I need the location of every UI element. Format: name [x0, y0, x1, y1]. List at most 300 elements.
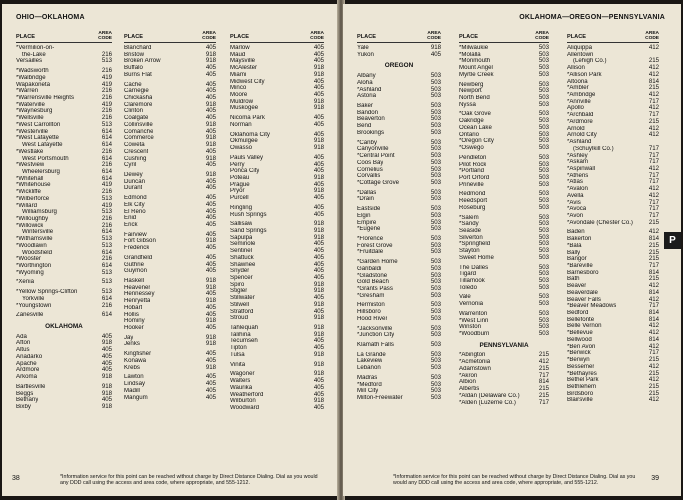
place-name: Bristow — [124, 51, 144, 58]
listing-row — [230, 282, 324, 289]
area-code: 918 — [205, 237, 216, 245]
area-code: 717 — [648, 178, 659, 186]
place-name: Heavener — [124, 284, 151, 291]
place-name: Ringling — [230, 204, 253, 211]
place-name: *West Carrollton — [16, 121, 61, 128]
area-code: 717 — [648, 349, 659, 357]
listing-row — [124, 102, 216, 109]
listing-row — [567, 344, 659, 351]
area-code: 614 — [101, 294, 112, 302]
area-code: 405 — [101, 359, 112, 367]
place-name: Mangum — [124, 394, 148, 401]
place-name: Astoria — [357, 93, 376, 100]
listing-row — [567, 126, 659, 133]
listing-row — [230, 362, 324, 369]
place-name: Sweet Home — [459, 254, 494, 261]
place-name: *Florence — [357, 235, 384, 242]
listing-row — [459, 132, 549, 139]
place-name: Prague — [230, 181, 250, 188]
area-code: 918 — [313, 280, 324, 288]
listing-row — [459, 118, 549, 125]
place-name: Bend — [357, 123, 372, 130]
place-name: Klamath Falls — [357, 342, 394, 349]
place-name: Poteau — [230, 174, 250, 181]
area-code: 405 — [313, 377, 324, 385]
place-name: Aliquippa — [567, 45, 593, 51]
area-code: 405 — [313, 57, 324, 65]
place-name: Wintersville — [22, 229, 54, 236]
place-name: Clinton — [124, 108, 143, 115]
area-code: 215 — [648, 218, 659, 226]
place-name: Waurika — [230, 384, 253, 391]
column-header — [357, 28, 441, 43]
area-code: 216 — [101, 214, 112, 222]
area-code: 503 — [538, 300, 549, 308]
listing-row — [124, 45, 216, 52]
listing-row — [357, 388, 441, 395]
place-name: Mill City — [357, 388, 379, 395]
area-code: 216 — [101, 87, 112, 95]
area-code: 216 — [101, 67, 112, 75]
place-name: Oakridge — [459, 118, 484, 125]
place-name: Apollo — [567, 105, 584, 112]
place-name: *Yellow Springs-Clifton — [16, 289, 78, 296]
area-code: 918 — [313, 144, 324, 152]
listing-row — [16, 115, 112, 122]
area-code: 503 — [538, 203, 549, 211]
listing-row — [124, 142, 216, 149]
area-code: 814 — [648, 335, 659, 343]
listing-row — [357, 116, 441, 123]
place-name: Frederick — [124, 245, 150, 252]
listing-row — [124, 195, 216, 202]
listing-row — [230, 52, 324, 59]
place-name: North Bend — [459, 95, 490, 102]
area-code: 419 — [101, 201, 112, 209]
area-code: 412 — [648, 362, 659, 370]
place-name: *Oregon City — [459, 138, 494, 145]
listing-row — [459, 182, 549, 189]
area-code: 405 — [205, 373, 216, 381]
place-name: Hominy — [124, 318, 145, 325]
place-name: Anadarko — [16, 353, 43, 360]
area-code: 918 — [205, 100, 216, 108]
listing-row — [459, 379, 549, 386]
listing-row — [567, 206, 659, 213]
place-name: Corvallis — [357, 173, 381, 180]
place-name: Maysville — [230, 58, 256, 65]
listing-row — [357, 73, 441, 80]
place-name: Tillamook — [459, 278, 485, 284]
area-code: 918 — [313, 397, 324, 405]
listing-row — [16, 263, 112, 270]
listing-row — [230, 138, 324, 145]
area-code: 503 — [430, 241, 441, 249]
area-code: 814 — [648, 268, 659, 276]
area-code: 405 — [205, 200, 216, 208]
area-code: 412 — [648, 342, 659, 350]
state-heading: OKLAHOMA — [45, 323, 83, 331]
area-code: 503 — [430, 271, 441, 279]
place-name: McAlester — [230, 65, 258, 72]
place-name: *Warren — [16, 88, 39, 95]
listing-row — [124, 179, 216, 186]
place-name: Spencer — [230, 275, 253, 281]
place-name: *Berwyn — [567, 357, 590, 364]
listing-row — [567, 146, 659, 153]
place-name: Prineville — [459, 181, 484, 188]
area-code: 503 — [430, 72, 441, 80]
listing-row — [230, 72, 324, 79]
area-code: 405 — [313, 267, 324, 275]
listing-row — [357, 226, 441, 233]
listing-row — [357, 153, 441, 160]
area-code: 215 — [648, 57, 659, 65]
area-code: 918 — [313, 324, 324, 332]
state-heading: OREGON — [384, 62, 414, 70]
listing-row — [459, 205, 549, 212]
listing-row — [567, 119, 659, 126]
section-tab[interactable]: P — [664, 232, 681, 249]
area-code: 405 — [205, 393, 216, 401]
listing-row — [16, 229, 112, 236]
area-code: 503 — [538, 94, 549, 102]
listing-row — [357, 395, 441, 402]
place-name: Empire — [357, 219, 377, 226]
place-name: Spiro — [230, 281, 245, 288]
listing-row — [459, 278, 549, 285]
place-name: *Askam — [567, 159, 588, 166]
listing-row — [459, 318, 549, 325]
listing-row — [357, 87, 441, 94]
place-name: Sand Springs — [230, 227, 267, 234]
area-code: 614 — [101, 311, 112, 319]
listing-row — [459, 52, 549, 59]
place-name: Weatherford — [230, 391, 264, 398]
place-name: *Xenia — [16, 279, 34, 286]
listing-row — [357, 365, 441, 372]
area-code: 503 — [538, 277, 549, 284]
area-code: 503 — [430, 102, 441, 110]
listing-row — [459, 191, 549, 198]
listing-row — [16, 397, 112, 404]
listing-row — [357, 130, 441, 137]
listing-row — [230, 378, 324, 385]
place-name: *Westlake — [16, 148, 44, 155]
place-name: *Avalon — [567, 186, 588, 193]
area-code: 503 — [538, 80, 549, 88]
listing-row — [459, 72, 549, 79]
place-name: *Ben Avon — [567, 343, 596, 350]
page-number: 38 — [12, 475, 20, 482]
listing-row — [567, 179, 659, 186]
place-name: *Beaver Meadows — [567, 303, 617, 310]
place-name: Arnold City — [567, 132, 597, 139]
listing-row — [459, 102, 549, 109]
listing-row — [357, 140, 441, 147]
place-name: *Dallas — [357, 189, 377, 196]
place-name: *Medford — [357, 381, 382, 388]
listing-row — [567, 283, 659, 290]
area-code: 503 — [430, 331, 441, 339]
area-code: 503 — [430, 291, 441, 299]
area-code: 216 — [101, 147, 112, 155]
place-name: Wapakoneta — [16, 81, 50, 88]
place-name: Muldrow — [230, 98, 254, 105]
place-name: Muskogee — [230, 105, 259, 112]
listing-row — [567, 350, 659, 357]
place-name: *Ashland — [567, 139, 592, 146]
place-name: Talihina — [230, 331, 251, 338]
listing-row — [124, 335, 216, 342]
area-code: 405 — [205, 310, 216, 318]
place-name: Duncan — [124, 178, 146, 185]
listing-row — [16, 250, 112, 257]
area-code: 215 — [648, 241, 659, 249]
area-code: 215 — [648, 117, 659, 125]
listing-row — [230, 268, 324, 275]
place-name: Wheelersburg — [22, 168, 60, 175]
place-name: Purcell — [230, 195, 249, 202]
listing-row — [357, 382, 441, 389]
place-header: PLACE — [567, 34, 586, 41]
area-code: 405 — [205, 44, 216, 51]
place-name: El Reno — [124, 208, 146, 215]
listing-row — [357, 80, 441, 87]
running-head: OHIO—OKLAHOMA — [16, 14, 85, 21]
area-code: 503 — [538, 130, 549, 138]
place-name: Stillwater — [230, 295, 255, 302]
place-name: Yale — [357, 45, 369, 51]
place-name: Ocean Lake — [459, 124, 492, 131]
listing-row — [567, 303, 659, 310]
area-code: 405 — [205, 87, 216, 95]
area-code: 405 — [313, 383, 324, 391]
listing-row — [16, 45, 112, 52]
listing-row — [357, 146, 441, 153]
area-code-header: AREA CODE — [202, 31, 216, 41]
place-name: Sapulpa — [230, 234, 253, 241]
place-name: Lebanon — [357, 365, 381, 372]
place-name: Tipton — [230, 345, 247, 352]
area-code: 503 — [538, 213, 549, 221]
place-name: Snyder — [230, 268, 250, 275]
listing-row — [357, 173, 441, 180]
place-name: *Milwaukie — [459, 45, 489, 51]
area-code: 405 — [205, 356, 216, 364]
place-name: Fort Gibson — [124, 238, 156, 245]
place-name: Adamstown — [459, 365, 491, 372]
listing-row — [567, 310, 659, 317]
area-code: 405 — [313, 91, 324, 99]
listing-row — [124, 318, 216, 325]
area-code: 216 — [101, 107, 112, 115]
place-name: Lindsay — [124, 381, 146, 388]
place-name: Hennessey — [124, 291, 155, 298]
running-head: OKLAHOMA—OREGON—PENNSYLVANIA — [519, 14, 665, 21]
listing-row — [459, 65, 549, 72]
area-code: 405 — [101, 352, 112, 360]
area-code: 503 — [430, 145, 441, 153]
place-name: Versailles — [16, 58, 43, 65]
listing-row — [16, 391, 112, 398]
area-code: 918 — [313, 173, 324, 181]
place-name: Afton — [16, 340, 31, 347]
place-name: Miami — [230, 71, 247, 78]
listing-row — [357, 45, 441, 52]
listing-row — [124, 245, 216, 252]
place-name: *Aspinwall — [567, 165, 596, 172]
listing-row — [357, 93, 441, 100]
place-name: Wagoner — [230, 371, 255, 378]
place-name: Yukon — [357, 51, 374, 58]
area-code: 918 — [205, 333, 216, 341]
listing-row — [567, 256, 659, 263]
listing-row — [567, 159, 659, 166]
place-name: *Westerville — [16, 128, 49, 135]
listing-row — [567, 384, 659, 391]
area-code: 405 — [313, 203, 324, 211]
area-code: 503 — [430, 158, 441, 166]
area-code-header: AREA CODE — [645, 31, 659, 41]
footnote: *Information service for this point can be reached without charge by Direct Distance Dialing. Dial as you would any DDD call using the access and area code, where appropriate, and 555-1212. — [60, 473, 318, 486]
area-code: 513 — [101, 235, 112, 243]
listing-row — [16, 354, 112, 361]
area-code: 503 — [538, 100, 549, 108]
listing-row — [124, 262, 216, 269]
area-code: 814 — [648, 77, 659, 85]
listing-row — [459, 125, 549, 132]
place-name: Ontario — [459, 131, 479, 138]
listing-row — [230, 392, 324, 399]
area-code: 814 — [648, 235, 659, 243]
area-code: 405 — [313, 274, 324, 281]
area-code: 216 — [101, 94, 112, 102]
area-code: 503 — [538, 283, 549, 291]
area-code: 918 — [313, 104, 324, 112]
place-name: Brookings — [357, 129, 385, 136]
place-name: Vernonia — [459, 301, 484, 308]
area-code: 405 — [313, 210, 324, 218]
listing-row — [124, 58, 216, 65]
listing-row — [16, 312, 112, 319]
listing-row — [567, 364, 659, 371]
place-name: Myrtle Creek — [459, 71, 494, 78]
listing-row — [230, 295, 324, 302]
area-code: 215 — [538, 351, 549, 359]
place-name: *Oak Grove — [459, 111, 491, 118]
listing-row — [230, 45, 324, 52]
listing-row — [459, 271, 549, 278]
place-name: Bethel Park — [567, 377, 599, 384]
listing-row — [124, 365, 216, 372]
place-name: Canyonville — [357, 146, 389, 153]
area-code: 503 — [430, 350, 441, 358]
listing-row — [357, 52, 441, 59]
place-name: *Gresham — [357, 292, 385, 299]
area-code: 918 — [205, 317, 216, 325]
place-name: *Gladstone — [357, 272, 388, 279]
area-code: 503 — [538, 330, 549, 338]
area-code: 412 — [648, 329, 659, 337]
area-code: 503 — [538, 197, 549, 205]
area-code: 918 — [101, 382, 112, 390]
listing-row — [567, 250, 659, 257]
listing-row — [16, 367, 112, 374]
place-name: Eastside — [357, 206, 381, 213]
place-name: Albion — [459, 379, 476, 386]
area-code: 717 — [648, 205, 659, 213]
listing-row — [230, 315, 324, 322]
area-code: 503 — [538, 323, 549, 331]
listing-row — [567, 200, 659, 207]
listing-row — [124, 232, 216, 239]
area-code: 503 — [538, 270, 549, 278]
place-name: Beggs — [16, 390, 34, 397]
area-code: 918 — [205, 134, 216, 142]
area-code: 918 — [313, 360, 324, 368]
listing-row — [357, 249, 441, 256]
place-name: Avella — [567, 192, 584, 199]
area-code: 918 — [313, 314, 324, 322]
area-code: 405 — [313, 260, 324, 268]
area-code: 503 — [538, 309, 549, 317]
area-code: 215 — [648, 369, 659, 377]
column-header — [459, 28, 549, 43]
area-code: 412 — [648, 164, 659, 172]
area-code: 717 — [648, 111, 659, 119]
directory-column — [16, 28, 112, 411]
area-code: 412 — [648, 228, 659, 236]
place-name: Cyril — [124, 162, 137, 169]
place-name: Stayton — [459, 248, 480, 255]
place-name: Garibaldi — [357, 265, 382, 272]
area-code: 918 — [313, 370, 324, 378]
area-code: 513 — [101, 120, 112, 128]
place-name: Maud — [230, 51, 246, 58]
listing-row — [16, 236, 112, 243]
area-code: 918 — [430, 44, 441, 51]
place-name: Edmond — [124, 195, 147, 202]
listing-row — [459, 373, 549, 380]
area-code: 405 — [313, 44, 324, 51]
area-code: 405 — [101, 346, 112, 354]
place-name: Enid — [124, 215, 137, 222]
area-code: 918 — [205, 57, 216, 65]
place-name: Erick — [124, 221, 138, 228]
area-code: 717 — [648, 144, 659, 152]
place-name: *Walbridge — [16, 74, 46, 81]
place-name: Albany — [357, 73, 376, 80]
place-name: *Eugene — [357, 226, 381, 233]
area-code: 918 — [313, 97, 324, 105]
area-code: 216 — [101, 255, 112, 263]
place-name: Aloha — [357, 79, 373, 86]
place-name: Hillsboro — [357, 309, 381, 316]
listing-row — [230, 182, 324, 189]
place-name: West Portsmouth — [22, 155, 69, 162]
listing-row — [230, 302, 324, 309]
listing-row — [567, 220, 659, 227]
place-name: *Ambridge — [567, 92, 596, 99]
listing-row — [459, 168, 549, 175]
area-code: 503 — [430, 364, 441, 372]
area-code: 405 — [313, 160, 324, 168]
area-code: 216 — [101, 114, 112, 122]
area-code: 918 — [205, 170, 216, 178]
listing-row — [357, 302, 441, 309]
listing-row — [567, 153, 659, 160]
